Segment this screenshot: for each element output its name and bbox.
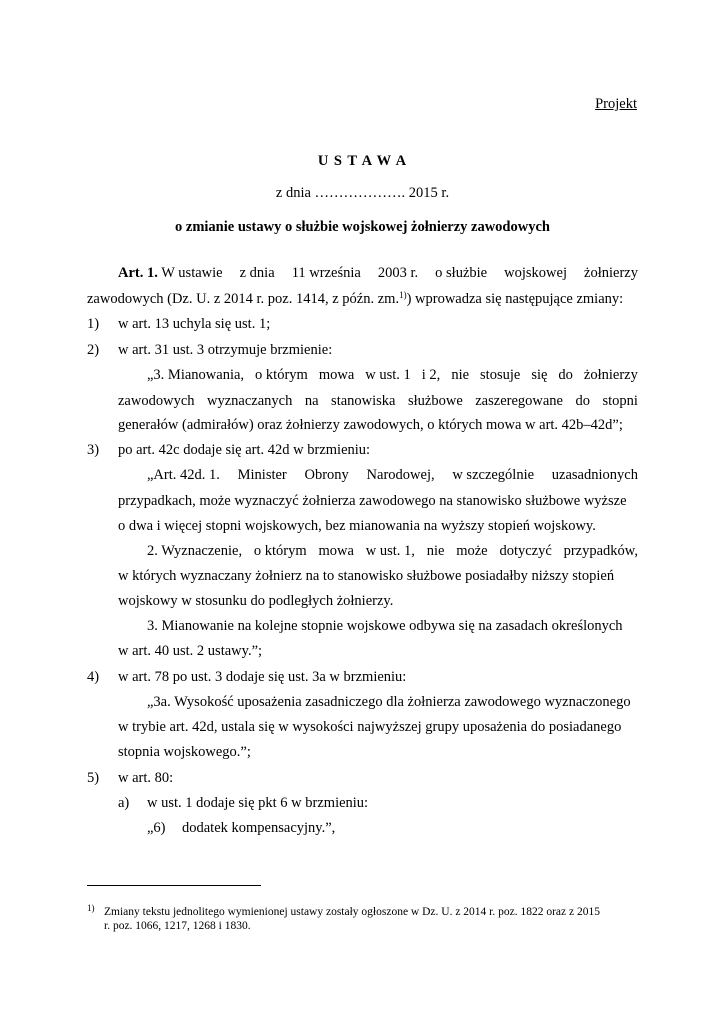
item-1-number: 1) [87, 316, 100, 332]
item-3-number: 3) [87, 442, 100, 458]
item-4-quote-line3: stopnia wojskowego.”; [118, 744, 251, 760]
footnote-separator [87, 885, 261, 886]
item-3-text: po art. 42c dodaje się art. 42d w brzmieniu: [118, 442, 371, 458]
item-3-par2-line3: wojskowy w stosunku do podległych żołnierzy. [118, 593, 394, 609]
item-1-text: w art. 13 uchyla się ust. 1; [118, 316, 271, 332]
act-date: z dnia ………………. 2015 r. [275, 185, 450, 201]
item-3-par1-line2: przypadkach, może wyznaczyć żołnierza zawodowego na stanowisko służbowe wyższe [118, 493, 627, 509]
item-5a-quote-text: dodatek kompensacyjny.”, [182, 820, 336, 836]
item-4-number: 4) [87, 669, 100, 685]
act-subject: o zmianie ustawy o służbie wojskowej żołnierzy zawodowych [175, 219, 550, 235]
art1-label: Art. 1. [118, 265, 158, 281]
item-4-text: w art. 78 po ust. 3 dodaje się ust. 3a w brzmieniu: [118, 669, 407, 685]
item-2-quote-line3: generałów (admirałów) oraz żołnierzy zawodowych, o których mowa w art. 42b–42d”; [118, 417, 623, 433]
item-3-par2-line2: w których wyznaczany żołnierz na to stanowisko służbowe posiadałby niższy stopień [118, 568, 615, 584]
item-2-quote-line1: „3. Mianowania, o którym mowa w ust. 1 i 2, nie stosuje się do żołnierzy [147, 367, 638, 383]
footnote-ref: 1) [399, 290, 407, 300]
item-3-par1-line3: o dwa i więcej stopni wojskowych, bez mianowania na wyższy stopień wojskowy. [118, 518, 596, 534]
footnote-line2: r. poz. 1066, 1217, 1268 i 1830. [104, 920, 251, 932]
item-2-quote-line2: zawodowych wyznaczanych na stanowiska służbowe zaszeregowane do stopni [118, 393, 638, 409]
act-title: U S T A W A [317, 153, 408, 169]
item-5a-letter: a) [118, 795, 130, 811]
item-3-par3-line1: 3. Mianowanie na kolejne stopnie wojskowe odbywa się na zasadach określonych [147, 618, 623, 634]
footnote-line1: Zmiany tekstu jednolitego wymienionej ustawy zostały ogłoszone w Dz. U. z 2014 r. poz. 1822 oraz z 2015 [104, 906, 600, 918]
item-3-par2-line1: 2. Wyznaczenie, o którym mowa w ust. 1, nie może dotyczyć przypadków, [147, 543, 638, 559]
item-2-text: w art. 31 ust. 3 otrzymuje brzmienie: [118, 342, 333, 358]
project-label: Projekt [595, 96, 637, 112]
item-5-number: 5) [87, 770, 100, 786]
item-5-text: w art. 80: [118, 770, 174, 786]
item-4-quote-line2: w trybie art. 42d, ustala się w wysokości najwyższej grupy uposażenia do posiadanego [118, 719, 622, 735]
item-3-par3-line2: w art. 40 ust. 2 ustawy.”; [118, 643, 263, 659]
art1-intro-line1: Art. 1. W ustawie z dnia 11 września 2003 r. o służbie wojskowej żołnierzy [118, 265, 638, 281]
art1-intro-line2: zawodowych (Dz. U. z 2014 r. poz. 1414, z późn. zm.$^{1)}$) wprowadza się następujące zmiany: [87, 290, 624, 307]
item-5a-text: w ust. 1 dodaje się pkt 6 w brzmieniu: [147, 795, 369, 811]
item-4-quote-line1: „3a. Wysokość uposażenia zasadniczego dla żołnierza zawodowego wyznaczonego [147, 694, 631, 710]
item-3-par1-line1: „Art. 42d. 1. Minister Obrony Narodowej, w szczególnie uzasadnionych [147, 467, 638, 483]
item-5a-quote-number: „6) [147, 820, 166, 836]
item-2-number: 2) [87, 342, 100, 358]
footnote-number: 1) [87, 903, 95, 913]
